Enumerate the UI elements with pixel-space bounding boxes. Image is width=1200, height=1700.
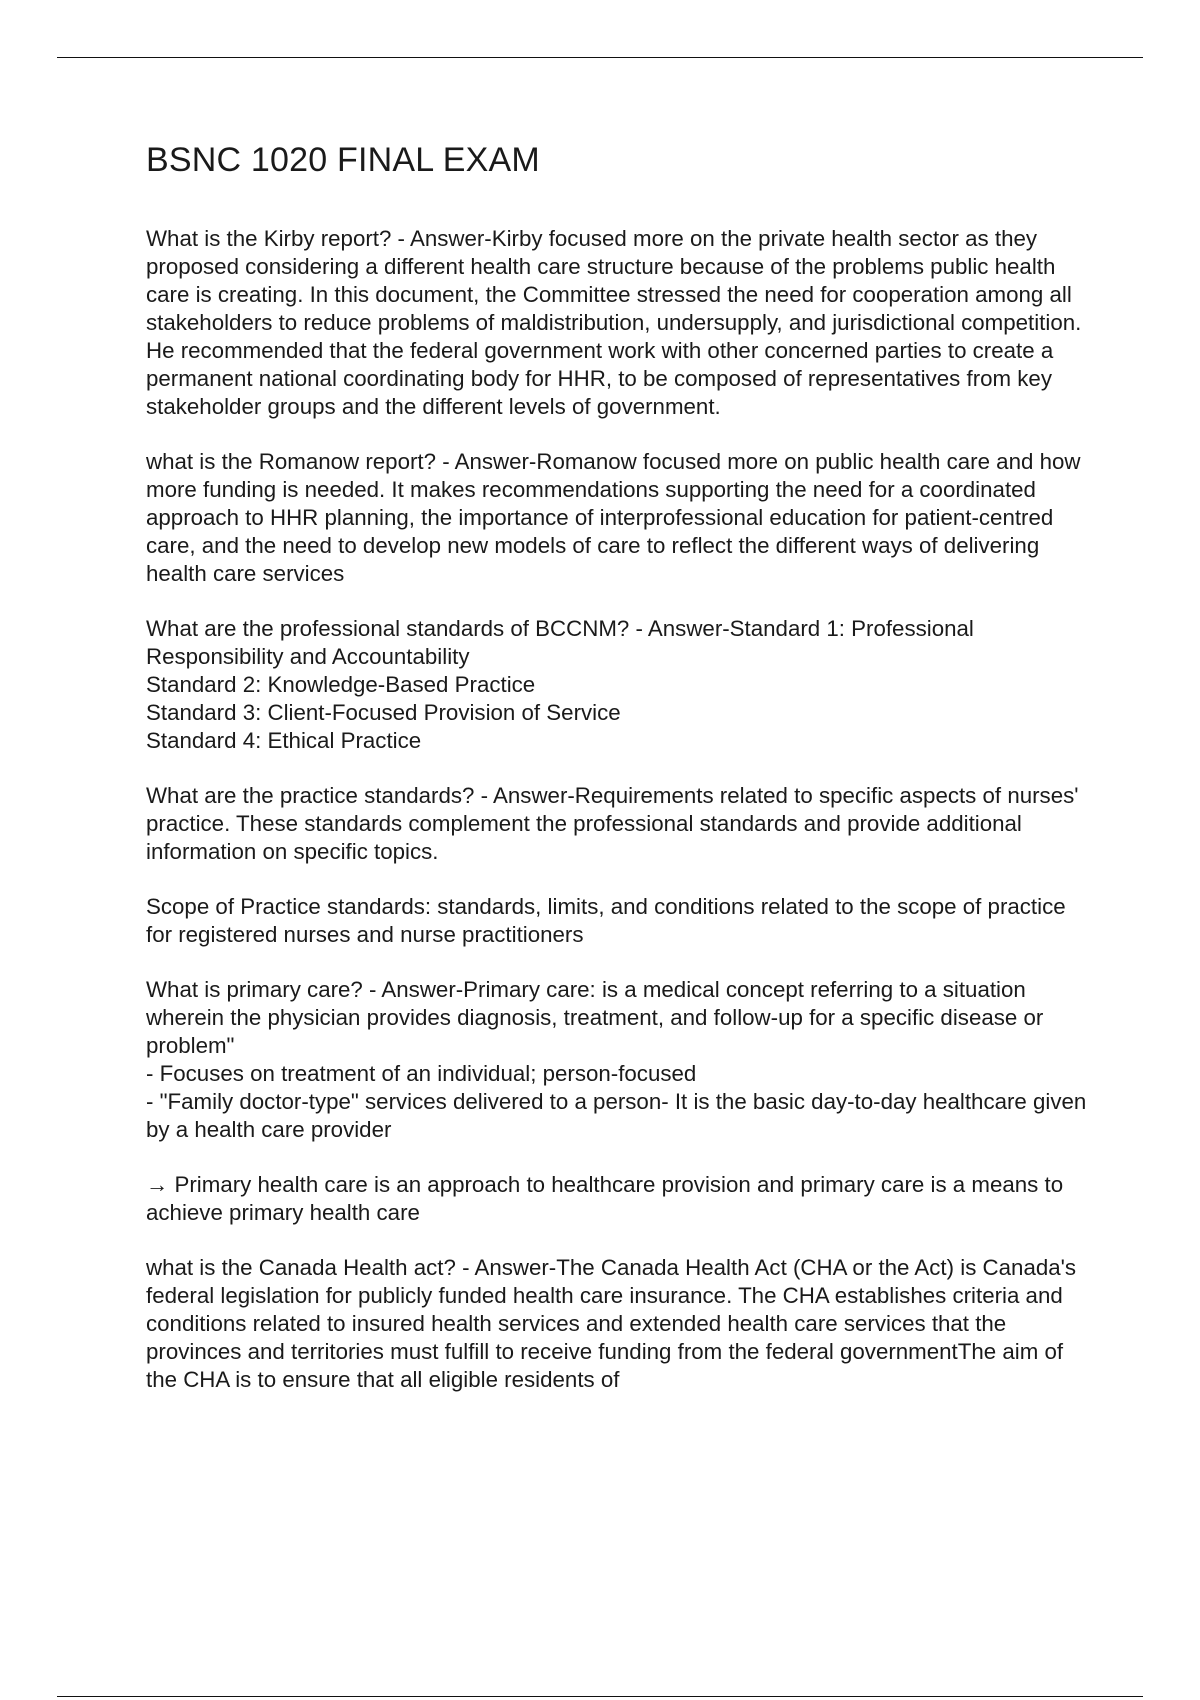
qa-primary-care: What is primary care? - Answer-Primary care: is a medical concept referring to a situation wherein the physician provides diagnosis, treatment, and follow-up for a specific disease or problem" - Focuses on treatment of an individual; person-focused - "Family doctor-type" services delivered to a person- It is the basic day-to-day healthcare given by a health care provider bbox=[146, 976, 1087, 1142]
qa-kirby-report: What is the Kirby report? - Answer-Kirby focused more on the private health sector as they proposed considering a different health care structure because of the problems public health care is creating. In this document, the Committee stressed the need for cooperation among all stakeholders to reduce problems of maldistribution, undersupply, and jurisdictional competition. He recommended that the federal government work with other concerned parties to create a permanent national coordinating body for HHR, to be composed of representatives from key stakeholder groups and the different levels of government. bbox=[146, 225, 1082, 419]
qa-practice-standards: What are the practice standards? - Answer-Requirements related to specific aspects of nurses' practice. These standards complement the professional standards and provide additional information on specific topics. bbox=[146, 782, 1079, 864]
primary-health-care-note: → Primary health care is an approach to healthcare provision and primary care is a means to achieve primary health care bbox=[146, 1171, 1064, 1225]
document-body bbox=[146, 140, 1096, 1421]
scope-of-practice-note: Scope of Practice standards: standards, limits, and conditions related to the scope of practice for registered nurses and nurse practitioners bbox=[146, 893, 1066, 947]
qa-romanow-report: what is the Romanow report? - Answer-Romanow focused more on public health care and how more funding is needed. It makes recommendations supporting the need for a coordinated approach to HHR planning, the importance of interprofessional education for patient-centred care, and the need to develop new models of care to reflect the different ways of delivering health care services bbox=[146, 448, 1081, 586]
qa-canada-health-act: what is the Canada Health act? - Answer-The Canada Health Act (CHA or the Act) is Canada's federal legislation for publicly funded health care insurance. The CHA establishes criteria and conditions related to insured health services and extended health care services that the provinces and territories must fulfill to receive funding from the federal governmentThe aim of the CHA is to ensure that all eligible residents of bbox=[146, 1254, 1077, 1392]
top-divider bbox=[57, 57, 1143, 58]
document-title: BSNC 1020 FINAL EXAM bbox=[146, 141, 540, 179]
qa-bccnm-professional-standards: What are the professional standards of BCCNM? - Answer-Standard 1: Professional Responsibility and Accountability Standard 2: Knowledge-Based Practice Standard 3: Client-Focused Provision of Service Standard 4: Ethical Practice bbox=[146, 615, 974, 753]
bottom-divider bbox=[57, 1696, 1143, 1697]
